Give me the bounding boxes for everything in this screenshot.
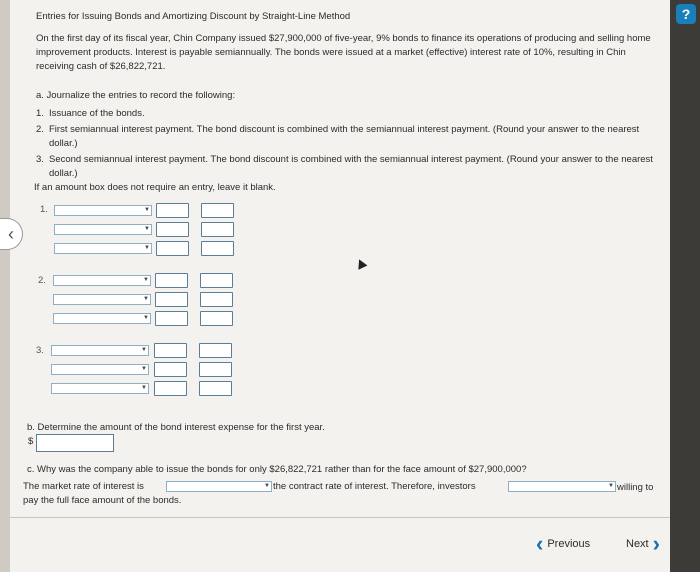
entry-1-account-select[interactable]: ▼ [54, 243, 152, 254]
entry-3-credit-input[interactable] [199, 343, 232, 358]
help-icon[interactable]: ? [676, 4, 696, 24]
entry-3-account-select[interactable]: ▼ [51, 383, 149, 394]
next-button[interactable]: Next › [626, 531, 660, 556]
entry-3-debit-input[interactable] [154, 381, 187, 396]
chevron-right-icon: › [652, 531, 660, 556]
entry-1-label: 1. [40, 204, 48, 215]
list-item: 2. First semiannual interest payment. The bond discount is combined with the semiannual interest payment. (Round your answer to the nearest dollar.) [36, 124, 640, 149]
entry-3-account-select[interactable]: ▼ [51, 364, 149, 375]
entry-2-account-select[interactable]: ▼ [53, 294, 151, 305]
entry-1-credit-input[interactable] [201, 203, 234, 218]
page-title: Entries for Issuing Bonds and Amortizing Discount by Straight-Line Method [36, 11, 351, 22]
entry-2-credit-input[interactable] [200, 311, 233, 326]
entry-3-credit-input[interactable] [199, 381, 232, 396]
left-edge [0, 0, 10, 572]
part-c-text: the contract rate of interest. Therefore, investors [273, 481, 476, 492]
entry-3-label: 3. [36, 345, 44, 356]
interest-expense-input[interactable] [36, 434, 114, 452]
part-a-items [36, 107, 656, 183]
entry-1-credit-input[interactable] [201, 222, 234, 237]
entry-3-debit-input[interactable] [154, 343, 187, 358]
entry-2-account-select[interactable]: ▼ [53, 313, 151, 324]
divider [10, 517, 670, 518]
entry-3-account-select[interactable]: ▼ [51, 345, 149, 356]
list-item: 3. Second semiannual interest payment. The bond discount is combined with the semiannual interest payment. (Round your answer to the nearest dollar.) [36, 154, 653, 179]
part-c-text: pay the full face amount of the bonds. [23, 495, 182, 506]
entry-1-credit-input[interactable] [201, 241, 234, 256]
entry-2-debit-input[interactable] [155, 311, 188, 326]
entry-1-account-select[interactable]: ▼ [54, 205, 152, 216]
entry-1-debit-input[interactable] [156, 203, 189, 218]
entry-3-credit-input[interactable] [199, 362, 232, 377]
blank-note: If an amount box does not require an entry, leave it blank. [34, 182, 276, 193]
entry-2-credit-input[interactable] [200, 273, 233, 288]
part-c-text: willing to [617, 482, 654, 493]
market-rate-select[interactable]: ▼ [166, 481, 272, 492]
entry-3-debit-input[interactable] [154, 362, 187, 377]
chevron-left-icon: ‹ [536, 531, 544, 556]
entry-2-account-select[interactable]: ▼ [53, 275, 151, 286]
part-b-prompt: b. Determine the amount of the bond interest expense for the first year. [27, 422, 325, 433]
entry-2-label: 2. [38, 275, 46, 286]
entry-2-credit-input[interactable] [200, 292, 233, 307]
investors-select[interactable]: ▼ [508, 481, 616, 492]
entry-2-debit-input[interactable] [155, 292, 188, 307]
entry-1-debit-input[interactable] [156, 241, 189, 256]
entry-1-account-select[interactable]: ▼ [54, 224, 152, 235]
right-edge [670, 0, 700, 572]
previous-button[interactable]: ‹ Previous [536, 531, 591, 556]
list-item: 1. Issuance of the bonds. [36, 108, 145, 119]
entry-1-debit-input[interactable] [156, 222, 189, 237]
part-c-prompt: c. Why was the company able to issue the bonds for only $26,822,721 rather than for the face amount of $27,900,000? [27, 464, 527, 475]
currency-symbol: $ [28, 436, 34, 447]
problem-text: On the first day of its fiscal year, Chin Company issued $27,900,000 of five-year, 9% bonds to finance its operations of producing and selling home improvement products. Interest is payable semiannually. The bonds were issued at a market (effective) interest rate of 10%, resulting in Chin receiving cash of $26,822,721. [36, 33, 651, 72]
part-a-prompt: a. Journalize the entries to record the following: [36, 90, 236, 101]
part-c-text: The market rate of interest is [23, 481, 144, 492]
collapse-left-icon[interactable]: ‹ [0, 218, 23, 250]
entry-2-debit-input[interactable] [155, 273, 188, 288]
